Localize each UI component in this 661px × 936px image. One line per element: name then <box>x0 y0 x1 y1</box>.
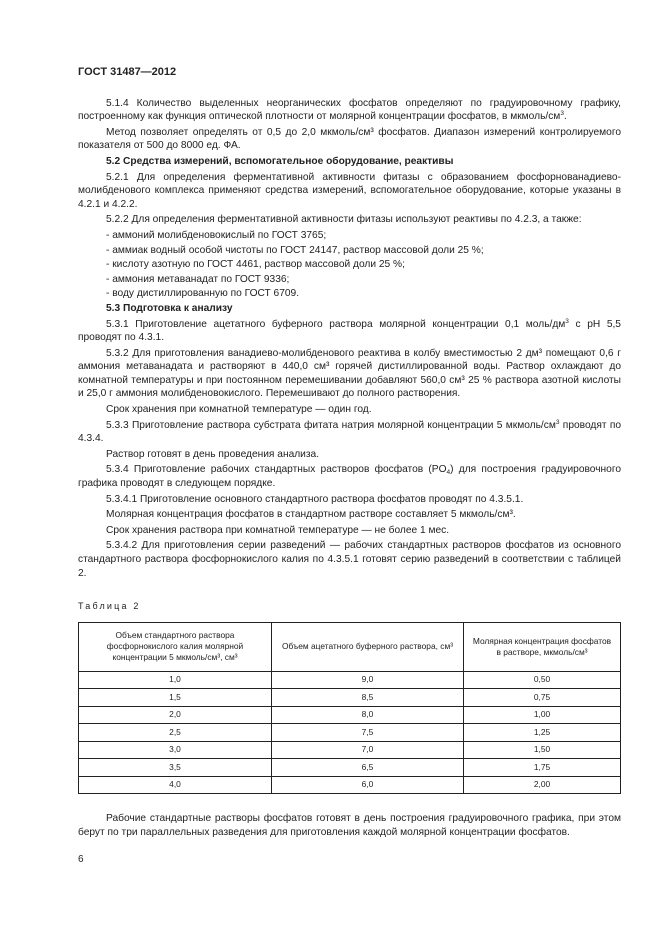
page-number: 6 <box>78 854 84 866</box>
table-cell: 6,5 <box>272 759 464 777</box>
text: 5.3.1 Приготовление ацетатного буферного раствора молярной концентрации 0,1 моль/дм <box>106 318 566 330</box>
column-header: Молярная концентрация фосфатов в растворе, мкмоль/см³ <box>464 622 621 671</box>
column-header: Объем стандартного раствора фосфорнокислого калия молярной концентрации 5 мкмоль/см³, см³ <box>79 622 272 671</box>
table-header-row <box>79 622 621 671</box>
document-page <box>78 66 621 867</box>
list-item: - воду дистиллированную по ГОСТ 6709. <box>106 288 300 300</box>
table-cell: 1,5 <box>79 689 272 707</box>
table-cell: 3,5 <box>79 759 272 777</box>
para-method: Метод позволяет определять от 0,5 до 2,0 мкмоль/см³ фосфатов. Диапазон измерений контролируемого показателя от 500 до 8000 ед. ФА. <box>78 126 621 152</box>
table-cell: 1,00 <box>464 706 621 724</box>
table-cell: 1,25 <box>464 724 621 742</box>
list-item: - аммоний молибденовокислый по ГОСТ 3765; <box>106 229 327 241</box>
text: проводят по 4.3.4. <box>78 419 622 445</box>
text: ) для построения градуировочного графика проводят в следующем порядке. <box>78 464 621 490</box>
table-cell: 0,75 <box>464 689 621 707</box>
table-cell: 7,0 <box>272 741 464 759</box>
para-5-3-1 <box>78 318 621 345</box>
table-cell: 4,0 <box>79 776 272 794</box>
para-working-solutions: Рабочие стандартные растворы фосфатов готовят в день построения градуировочного графика, при этом берут по три параллельных разведения для приготовления каждой молярной концентрации фосфатов. <box>78 813 621 838</box>
table-2 <box>78 622 621 795</box>
subscript: 4 <box>446 469 451 477</box>
superscript: 3 <box>560 110 564 118</box>
table-cell: 1,75 <box>464 759 621 777</box>
para-prepare-day: Раствор готовят в день проведения анализа. <box>106 448 320 460</box>
para-concentration: Молярная концентрация фосфатов в стандартном растворе составляет 5 мкмоль/см³. <box>106 509 516 521</box>
table-row <box>79 776 621 794</box>
para-storage-2: Срок хранения раствора при комнатной температуре — не более 1 мес. <box>106 524 450 536</box>
para-storage: Срок хранения при комнатной температуре — один год. <box>106 404 372 416</box>
heading-5-2: 5.2 Средства измерений, вспомогательное оборудование, реактивы <box>106 155 454 167</box>
para-5-3-4 <box>78 463 621 490</box>
list-item: - аммиак водный особой чистоты по ГОСТ 24147, раствор массовой доли 25 %; <box>106 244 484 256</box>
table-cell: 2,00 <box>464 776 621 794</box>
table-cell: 8,5 <box>272 689 464 707</box>
text: с pH 5,5 проводят по 4.3.1. <box>78 318 621 344</box>
para-5-3-3 <box>78 419 621 446</box>
document-header: ГОСТ 31487—2012 <box>78 66 177 78</box>
table-cell: 2,0 <box>79 706 272 724</box>
table-row <box>79 741 621 759</box>
table-cell: 2,5 <box>79 724 272 742</box>
table-row <box>79 724 621 742</box>
para-5-3-4-1: 5.3.4.1 Приготовление основного стандартного раствора фосфатов проводят по 4.3.5.1. <box>106 493 524 505</box>
table-cell: 6,0 <box>272 776 464 794</box>
table-cell: 9,0 <box>272 671 464 689</box>
list-item: - кислоту азотную по ГОСТ 4461, раствор массовой доли 25 %; <box>106 259 405 271</box>
table-row <box>79 759 621 777</box>
table-cell: 7,5 <box>272 724 464 742</box>
table-cell: 3,0 <box>79 741 272 759</box>
heading-5-3: 5.3 Подготовка к анализу <box>106 302 233 314</box>
table-cell: 1,50 <box>464 741 621 759</box>
table-cell: 1,0 <box>79 671 272 689</box>
table-row <box>79 689 621 707</box>
superscript: 3 <box>555 418 560 426</box>
table-row <box>79 706 621 724</box>
para-5-3-4-2: 5.3.4.2 Для приготовления серии разведений — рабочих стандартных растворов фосфатов из основного стандартного раствора фосфорнокислого калия по 4.3.5.1 готовят серию разведений в соответствии с таблицей 2. <box>78 540 621 579</box>
superscript: 3 <box>565 317 569 325</box>
para-5-2-1: 5.2.1 Для определения ферментативной активности фитазы с образованием фосфорнованадиево-молибденового комплекса применяют средства измерений, вспомогательное оборудование, которые указаны в 4.2.1 и 4.2.2. <box>78 171 621 210</box>
text: 5.3.3 Приготовление раствора субстрата фитата натрия молярной концентрации 5 мкмоль/см <box>106 419 556 431</box>
text: 5.1.4 Количество выделенных неорганических фосфатов определяют по градуировочному графику, построенному как функция оптической плотности от молярной концентрации фосфатов, в мкмоль/см <box>78 97 621 123</box>
text: 5.3.4 Приготовление рабочих стандартных растворов фосфатов (PO <box>106 464 447 476</box>
table-row <box>79 671 621 689</box>
table-cell: 0,50 <box>464 671 621 689</box>
list-item: - аммония метаванадат по ГОСТ 9336; <box>106 273 290 285</box>
para-5-1-4: 5.1.4 Количество выделенных неорганических фосфатов определяют по градуировочному графику, построенному как функция оптической плотности от молярной концентрации фосфатов, в мкмоль/$см^3$. <box>78 97 621 123</box>
para-5-3-2: 5.3.2 Для приготовления ванадиево-молибденового реактива в колбу вместимостью 2 дм³ помещают 0,6 г аммония метаванадата и растворяют в 440,0 см³ горячей дистиллированной воды. Раствор охлаждают до комнатной температуры и при постоянном перемешивании добавляют 560,0 см³ 25 % раствора азотной кислоты и 25,0 г аммония молибденовокислого. Перемешивают до полного растворения. <box>78 347 621 400</box>
table-caption: Таблица 2 <box>78 601 141 612</box>
table-cell: 8,0 <box>272 706 464 724</box>
column-header: Объем ацетатного буферного раствора, см³ <box>272 622 464 671</box>
para-5-2-2: 5.2.2 Для определения ферментативной активности фитазы используют реактивы по 4.2.3, а также: <box>106 214 582 226</box>
